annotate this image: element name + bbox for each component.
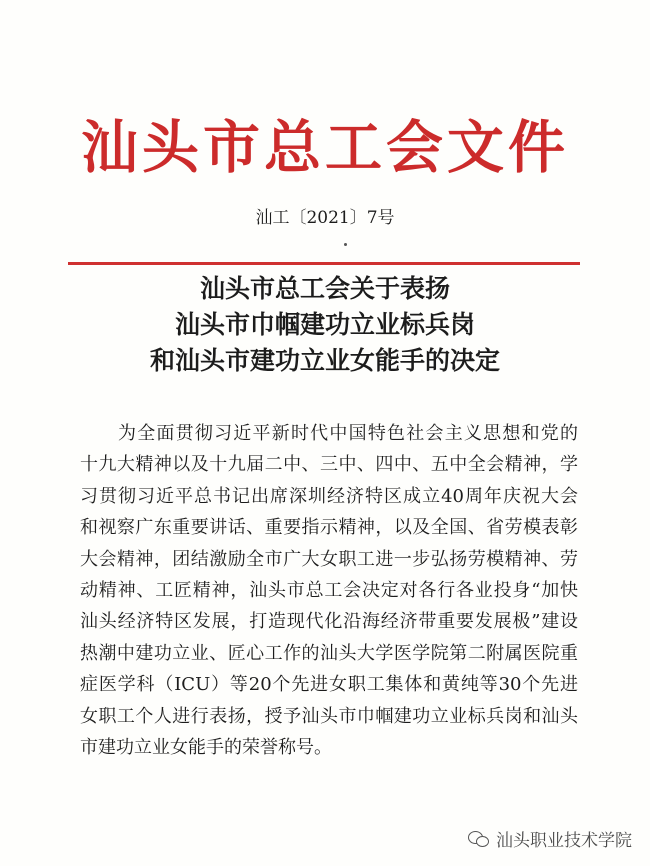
decision-title-line: 汕头市巾帼建功立业标兵岗: [174, 310, 475, 339]
body-line: 女职工个人进行表扬，授予汕头市巾帼建功立业标兵岗和汕头: [80, 705, 578, 727]
header-dot-mark: [344, 243, 347, 246]
body-line: 动精神、工匠精神，汕头市总工会决定对各行各业投身“加快: [80, 579, 578, 601]
red-divider-rule: [68, 262, 580, 265]
body-line: 十九大精神以及十九届二中、三中、四中、五中全会精神，学: [80, 454, 578, 476]
body-line: 热潮中建功立业、匠心工作的汕头大学医学院第二附属医院重: [80, 642, 578, 664]
body-line: 症医学科（ICU）等20个先进女职工集体和黄纯等30个先进: [80, 674, 578, 696]
body-line: 大会精神，团结激励全市广大女职工进一步弘扬劳模精神、劳: [80, 548, 578, 570]
body-line: 为全面贯彻习近平新时代中国特色社会主义思想和党的: [118, 423, 578, 444]
body-line: 汕头经济特区发展，打造现代化沿海经济带重要发展极”建设: [80, 611, 578, 633]
document-number: 汕工〔2021〕7号: [255, 208, 395, 228]
body-line: 和视察广东重要讲话、重要指示精神，以及全国、省劳模表彰: [80, 517, 578, 539]
decision-title: [0, 271, 650, 379]
decision-title-line: 和汕头市建功立业女能手的决定: [149, 346, 500, 375]
decision-title-line: 汕头市总工会关于表扬: [199, 274, 450, 303]
body-paragraph: [80, 418, 578, 763]
wechat-watermark: [468, 826, 632, 851]
body-line: 市建功立业女能手的荣誉称号。: [80, 736, 332, 758]
wechat-icon: [468, 830, 490, 848]
document-header-title: 汕头市总工会文件: [81, 114, 569, 181]
body-line: 习贯彻习近平总书记出席深圳经济特区成立40周年庆祝大会: [80, 485, 578, 507]
watermark-text: 汕头职业技术学院: [496, 831, 632, 851]
